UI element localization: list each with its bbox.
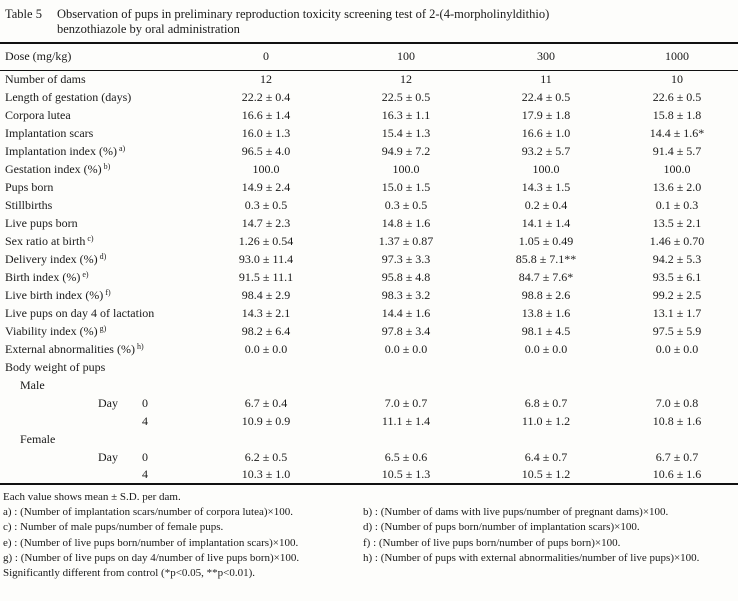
table-row [0, 286, 738, 304]
value-cell: 6.5 ± 0.6 [384, 449, 428, 464]
value-cell: 99.2 ± 2.5 [652, 287, 702, 302]
value-cell: 6.7 ± 0.7 [655, 449, 699, 464]
value-cell: 6.2 ± 0.5 [244, 449, 288, 464]
value-cell: 10.6 ± 1.6 [652, 467, 702, 481]
value-cell: 14.8 ± 1.6 [381, 215, 431, 230]
value-cell: 98.3 ± 3.2 [381, 287, 431, 302]
value-cell: 22.6 ± 0.5 [652, 89, 702, 104]
value-cell: 0.0 ± 0.0 [524, 341, 568, 356]
value-cell: 10.5 ± 1.3 [381, 467, 431, 481]
value-cell: 0.0 ± 0.0 [655, 341, 699, 356]
footnote-pair [3, 551, 736, 566]
value-cell: 10.5 ± 1.2 [521, 467, 571, 481]
value-cell: 22.2 ± 0.4 [241, 89, 291, 104]
row-label: Implantation scars [5, 125, 94, 140]
table-row [0, 232, 738, 250]
row-label: Length of gestation (days) [5, 89, 132, 104]
value-cell: 14.7 ± 2.3 [241, 215, 291, 230]
value-cell: 95.8 ± 4.8 [381, 269, 431, 284]
value-cell: 13.8 ± 1.6 [521, 305, 571, 320]
footnote-marker: h) [134, 341, 144, 351]
row-label: Stillbirths [5, 197, 53, 212]
value-cell: 15.0 ± 1.5 [381, 179, 431, 194]
table-row [0, 70, 738, 88]
value-cell: 1.05 ± 0.49 [518, 233, 574, 248]
value-cell: 0.1 ± 0.3 [655, 197, 699, 212]
row-label: Live pups on day 4 of lactation [5, 305, 155, 320]
section-label: Female [20, 431, 56, 446]
dose-col-0: 0 [196, 43, 336, 70]
value-cell: 17.9 ± 1.8 [521, 107, 571, 122]
value-cell: 13.1 ± 1.7 [652, 305, 702, 320]
value-cell: 16.3 ± 1.1 [381, 107, 431, 122]
table-row [0, 340, 738, 358]
value-cell: 13.5 ± 2.1 [652, 215, 702, 230]
value-cell: 6.4 ± 0.7 [524, 449, 568, 464]
value-cell: 98.1 ± 4.5 [521, 323, 571, 338]
table-title-line1: Observation of pups in preliminary reproduction toxicity screening test of 2-(4-morpholinyldithio) [57, 7, 550, 21]
table-caption [0, 0, 738, 37]
value-cell: 16.0 ± 1.3 [241, 125, 291, 140]
value-cell: 0.3 ± 0.5 [244, 197, 288, 212]
dose-header-row [0, 43, 738, 70]
table-number: Table 5 [5, 7, 42, 21]
day-number: 0 [142, 395, 148, 410]
row-label: Live pups born [5, 215, 78, 230]
row-label: Implantation index (%) $^{a)}$ [5, 143, 126, 158]
value-cell: 100.0 [252, 161, 280, 176]
footnotes [0, 485, 738, 581]
value-cell: 100.0 [663, 161, 691, 176]
value-cell: 97.8 ± 3.4 [381, 323, 431, 338]
results-table [0, 42, 738, 485]
row-label: Delivery index (%) $^{d)}$ [5, 251, 107, 266]
footnote-right: d) : (Number of pups born/number of implantation scars)×100. [363, 521, 640, 534]
row-label: Birth index (%) $^{e)}$ [5, 269, 89, 284]
footnote-marker: g) [97, 323, 107, 333]
table-row [0, 160, 738, 178]
footnote-significance: Significantly different from control (*p<0.05, **p<0.01). [3, 567, 256, 580]
value-cell: 16.6 ± 1.4 [241, 107, 291, 122]
day-label-cell [0, 394, 196, 412]
footnote-left: c) : Number of male pups/number of female pups. [3, 521, 224, 534]
footnote-right: b) : (Number of dams with live pups/number of pregnant dams)×100. [363, 506, 669, 519]
dose-header-label: Dose (mg/kg) [0, 43, 196, 70]
value-cell: 14.9 ± 2.4 [241, 179, 291, 194]
value-cell: 94.9 ± 7.2 [381, 143, 431, 158]
value-cell: 13.6 ± 2.0 [652, 179, 702, 194]
value-cell: 100.0 [532, 161, 560, 176]
table-row [0, 412, 738, 430]
row-label: Sex ratio at birth $^{c)}$ [5, 233, 94, 248]
row-label: Viability index (%) $^{g)}$ [5, 323, 107, 338]
footnote-left: a) : (Number of implantation scars/number of corpora lutea)×100. [3, 506, 293, 519]
value-cell: 96.5 ± 4.0 [241, 143, 291, 158]
value-cell: 93.0 ± 11.4 [238, 251, 294, 266]
value-cell: 22.4 ± 0.5 [521, 89, 571, 104]
value-cell: 14.3 ± 2.1 [241, 305, 291, 320]
table-title [57, 7, 732, 37]
table-row [0, 394, 738, 412]
footnote-pairs [3, 505, 736, 566]
value-cell: 98.4 ± 2.9 [241, 287, 291, 302]
table-header [0, 43, 738, 70]
value-cell: 1.37 ± 0.87 [378, 233, 434, 248]
value-cell: 6.7 ± 0.4 [244, 395, 288, 410]
footnote-right: h) : (Number of pups with external abnormalities/number of live pups)×100. [363, 551, 700, 564]
row-label: External abnormalities (%) $^{h)}$ [5, 341, 144, 356]
table-row [0, 124, 738, 142]
value-cell: 94.2 ± 5.3 [652, 251, 702, 266]
footnote-marker: c) [85, 233, 94, 243]
value-cell: 7.0 ± 0.8 [655, 395, 699, 410]
footnote-left: g) : (Number of live pups on day 4/number of live pups born)×100. [3, 551, 300, 564]
day-label-cell [0, 466, 196, 484]
row-label: Gestation index (%) $^{b)}$ [5, 161, 111, 176]
value-cell: 11 [540, 71, 552, 86]
day-label-cell [0, 448, 196, 466]
value-cell: 10.8 ± 1.6 [652, 413, 702, 428]
footnote-pair [3, 505, 736, 520]
value-cell: 98.8 ± 2.6 [521, 287, 571, 302]
value-cell: 97.5 ± 5.9 [652, 323, 702, 338]
table-row [0, 178, 738, 196]
table-row [0, 268, 738, 286]
table-row [0, 322, 738, 340]
footnote-marker: b) [101, 161, 111, 171]
value-cell: 100.0 [392, 161, 420, 176]
table-row [0, 448, 738, 466]
table-row [0, 358, 738, 376]
footnote-marker: a) [116, 143, 126, 153]
table-row [0, 106, 738, 124]
footnote-left: e) : (Number of live pups born/number of implantation scars)×100. [3, 536, 299, 549]
dose-col-100: 100 [336, 43, 476, 70]
table-row [0, 196, 738, 214]
table-row [0, 214, 738, 232]
value-cell: 12 [260, 71, 272, 86]
day-number: 0 [142, 449, 148, 464]
dose-col-1000: 1000 [616, 43, 738, 70]
value-cell: 85.8 ± 7.1** [515, 251, 577, 266]
value-cell: 14.3 ± 1.5 [521, 179, 571, 194]
value-cell: 14.1 ± 1.4 [521, 215, 571, 230]
section-label: Body weight of pups [5, 359, 106, 374]
value-cell: 15.8 ± 1.8 [652, 107, 702, 122]
row-label: Live birth index (%) $^{f)}$ [5, 287, 111, 302]
footnote-right: f) : (Number of live pups born/number of pups born)×100. [363, 536, 621, 549]
value-cell: 12 [400, 71, 412, 86]
value-cell: 0.2 ± 0.4 [524, 197, 568, 212]
value-cell: 10 [671, 71, 683, 86]
value-cell: 11.1 ± 1.4 [381, 413, 431, 428]
table-row [0, 142, 738, 160]
footnote-pair [3, 520, 736, 535]
table-title-line2: benzothiazole by oral administration [57, 22, 240, 36]
table-row [0, 250, 738, 268]
section-label: Male [20, 377, 45, 392]
day-number: 4 [142, 413, 148, 428]
table-row [0, 304, 738, 322]
row-label: Pups born [5, 179, 54, 194]
value-cell: 0.3 ± 0.5 [384, 197, 428, 212]
value-cell: 97.3 ± 3.3 [381, 251, 431, 266]
row-label: Number of dams [5, 71, 86, 86]
table-body [0, 70, 738, 484]
row-label: Corpora lutea [5, 107, 71, 122]
value-cell: 14.4 ± 1.6* [649, 125, 705, 140]
value-cell: 10.3 ± 1.0 [241, 467, 291, 481]
dose-col-300: 300 [476, 43, 616, 70]
value-cell: 93.2 ± 5.7 [521, 143, 571, 158]
footnote-intro: Each value shows mean ± S.D. per dam. [3, 491, 181, 503]
value-cell: 98.2 ± 6.4 [241, 323, 291, 338]
value-cell: 7.0 ± 0.7 [384, 395, 428, 410]
footnote-pair [3, 536, 736, 551]
day-number: 4 [142, 467, 148, 481]
table-row [0, 376, 738, 394]
day-word: Day [98, 449, 118, 464]
value-cell: 1.46 ± 0.70 [649, 233, 705, 248]
value-cell: 91.4 ± 5.7 [652, 143, 702, 158]
value-cell: 10.9 ± 0.9 [241, 413, 291, 428]
value-cell: 0.0 ± 0.0 [384, 341, 428, 356]
value-cell: 1.26 ± 0.54 [238, 233, 294, 248]
day-label-cell [0, 412, 196, 430]
footnote-marker: f) [103, 287, 111, 297]
value-cell: 0.0 ± 0.0 [244, 341, 288, 356]
value-cell: 6.8 ± 0.7 [524, 395, 568, 410]
value-cell: 14.4 ± 1.6 [381, 305, 431, 320]
value-cell: 15.4 ± 1.3 [381, 125, 431, 140]
table-row [0, 88, 738, 106]
footnote-marker: e) [80, 269, 89, 279]
table-row [0, 430, 738, 448]
value-cell: 16.6 ± 1.0 [521, 125, 571, 140]
value-cell: 93.5 ± 6.1 [652, 269, 702, 284]
value-cell: 22.5 ± 0.5 [381, 89, 431, 104]
footnote-marker: d) [97, 251, 107, 261]
table-row [0, 466, 738, 484]
value-cell: 91.5 ± 11.1 [238, 269, 294, 284]
value-cell: 84.7 ± 7.6* [518, 269, 574, 284]
day-word: Day [98, 395, 118, 410]
value-cell: 11.0 ± 1.2 [521, 413, 571, 428]
